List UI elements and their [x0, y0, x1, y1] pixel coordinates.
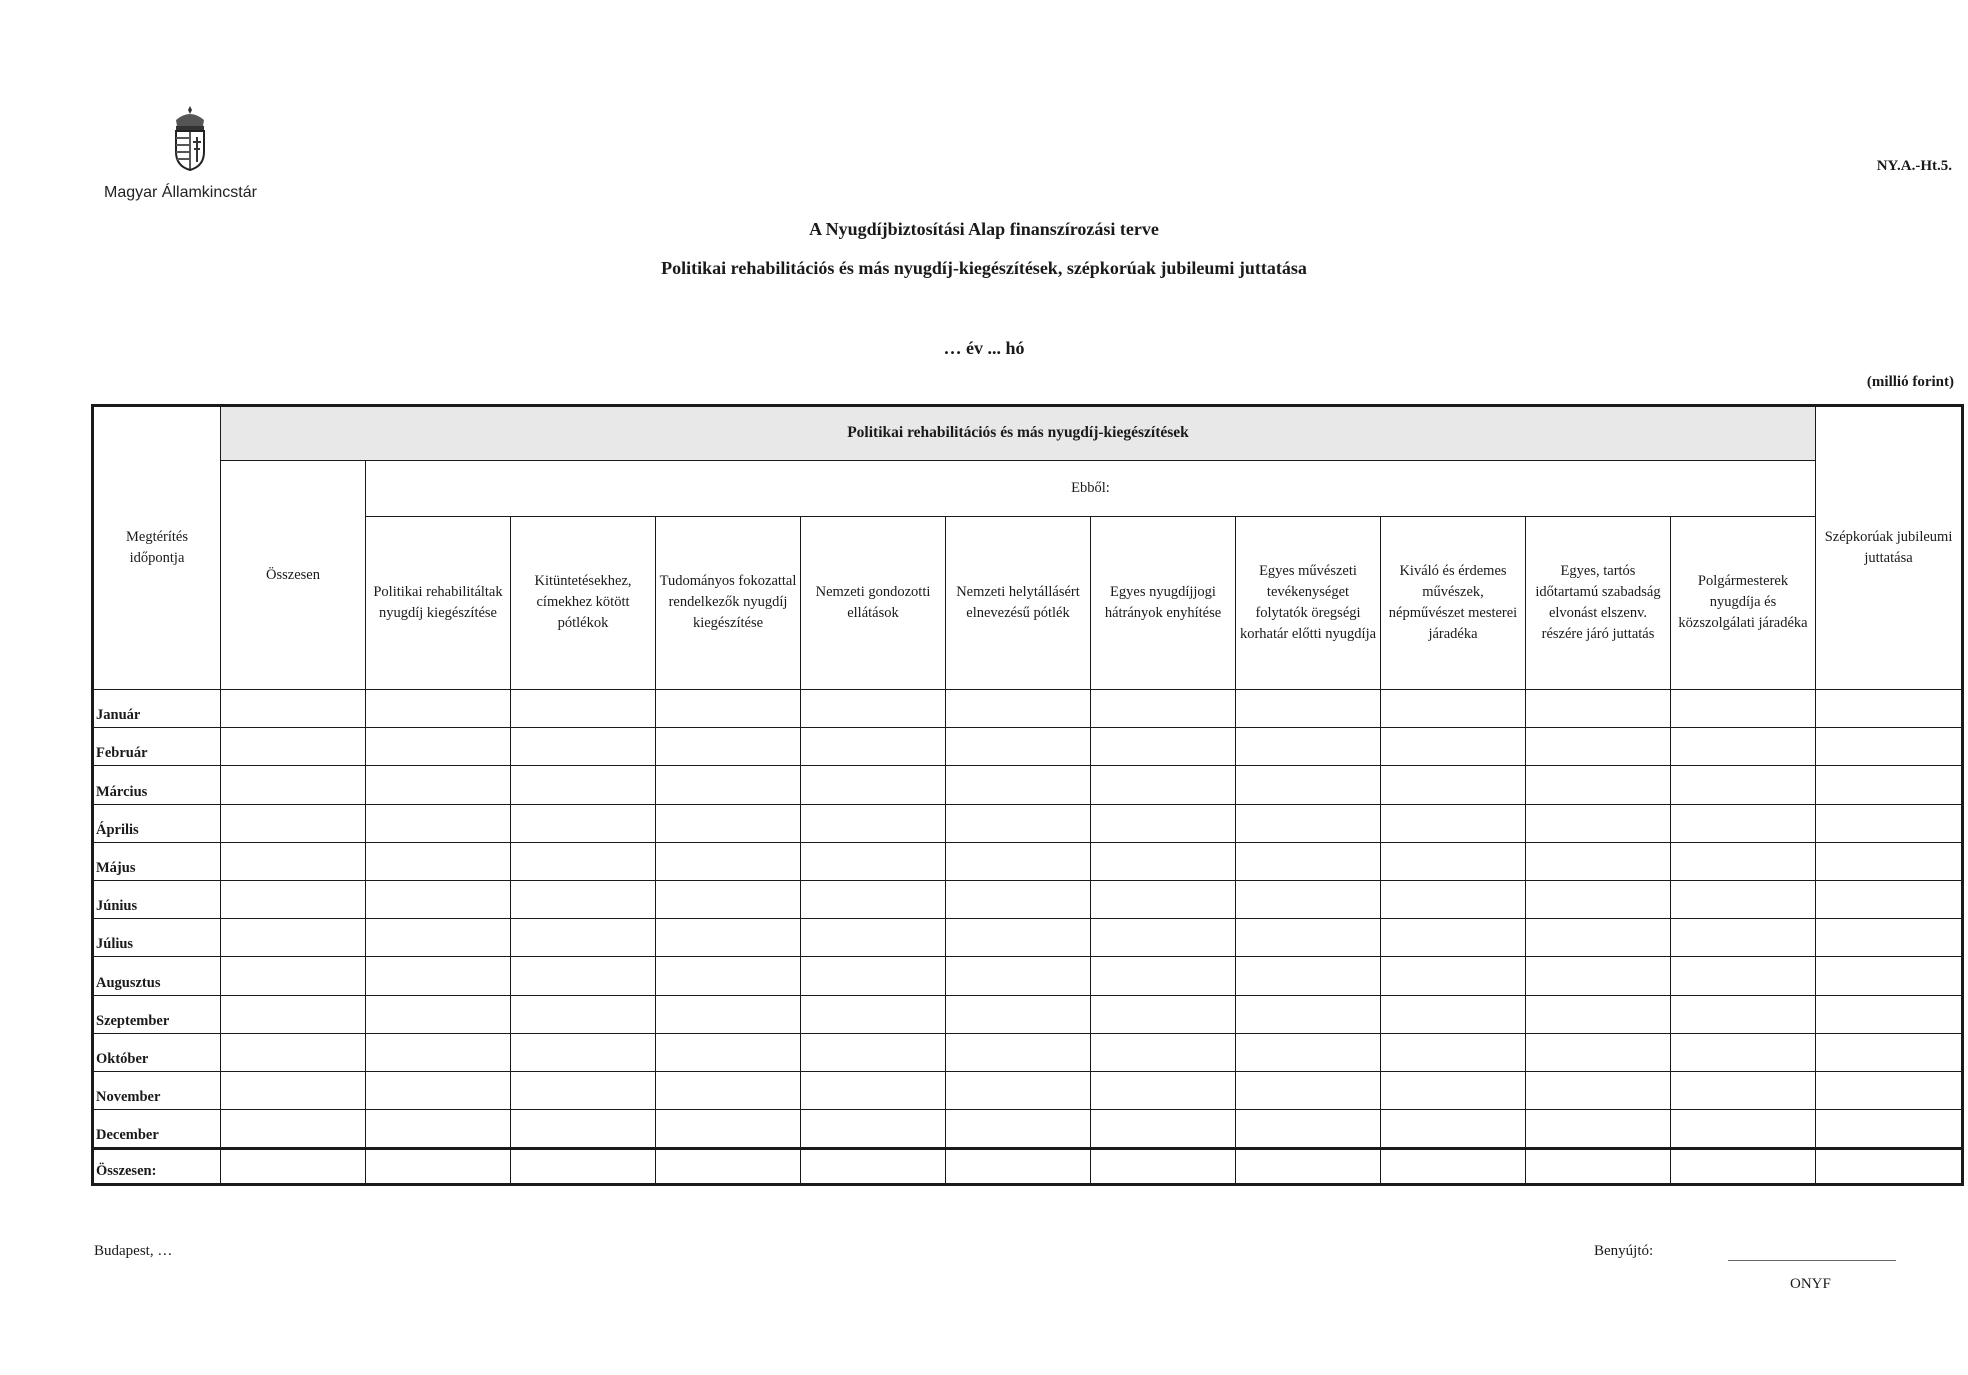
- table-cell[interactable]: [1236, 804, 1381, 842]
- table-cell[interactable]: [221, 842, 366, 880]
- table-cell[interactable]: [801, 919, 946, 957]
- table-cell[interactable]: [366, 995, 511, 1033]
- table-cell[interactable]: [511, 842, 656, 880]
- table-cell[interactable]: [656, 995, 801, 1033]
- table-cell[interactable]: [1816, 919, 1963, 957]
- group-header: Politikai rehabilitációs és más nyugdíj-kiegészítések: [221, 406, 1816, 461]
- table-cell[interactable]: [1816, 880, 1963, 918]
- month-label: December: [93, 1110, 221, 1148]
- col-header-jubilee: Szépkorúak jubileumi juttatása: [1816, 406, 1963, 690]
- table-cell[interactable]: [221, 1072, 366, 1110]
- table-row: [93, 919, 1963, 957]
- table-cell[interactable]: [1381, 995, 1526, 1033]
- table-cell[interactable]: [1381, 766, 1526, 804]
- table-cell[interactable]: [511, 1072, 656, 1110]
- table-cell[interactable]: [1381, 1110, 1526, 1148]
- month-label: Július: [93, 919, 221, 957]
- table-cell[interactable]: [511, 804, 656, 842]
- table-row: [93, 766, 1963, 804]
- table-cell[interactable]: [221, 957, 366, 995]
- table-cell[interactable]: [1816, 1110, 1963, 1148]
- table-cell[interactable]: [1381, 957, 1526, 995]
- table-cell[interactable]: [1091, 880, 1236, 918]
- table-cell[interactable]: [1671, 919, 1816, 957]
- table-cell[interactable]: [1236, 995, 1381, 1033]
- table-cell[interactable]: [801, 1033, 946, 1071]
- table-cell[interactable]: [366, 1148, 511, 1184]
- table-cell[interactable]: [656, 842, 801, 880]
- table-cell[interactable]: [1816, 766, 1963, 804]
- table-cell[interactable]: [1816, 842, 1963, 880]
- col-header: Egyes nyugdíjjogi hátrányok enyhítése: [1091, 516, 1236, 689]
- table-cell[interactable]: [1236, 1148, 1381, 1184]
- month-label: Augusztus: [93, 957, 221, 995]
- table-row: [93, 995, 1963, 1033]
- col-header: Egyes, tartós időtartamú szabadság elvonást elszenv. részére járó juttatás: [1526, 516, 1671, 689]
- table-cell[interactable]: [366, 689, 511, 727]
- table-cell[interactable]: [1381, 919, 1526, 957]
- unit-label: (millió forint): [1866, 374, 1954, 390]
- table-cell[interactable]: [1091, 919, 1236, 957]
- table-cell[interactable]: [801, 728, 946, 766]
- table-cell[interactable]: [1236, 880, 1381, 918]
- table-cell[interactable]: [946, 995, 1091, 1033]
- table-cell[interactable]: [1816, 1033, 1963, 1071]
- table-cell[interactable]: [801, 689, 946, 727]
- table-cell[interactable]: [801, 842, 946, 880]
- table-cell[interactable]: [1526, 919, 1671, 957]
- table-cell[interactable]: [1236, 919, 1381, 957]
- table-cell[interactable]: [221, 804, 366, 842]
- table-cell[interactable]: [946, 1110, 1091, 1148]
- col-header: Kiváló és érdemes művészek, népművészet mesterei járadéka: [1381, 516, 1526, 689]
- row-header: Megtérítés időpontja: [93, 406, 221, 690]
- col-header: Tudományos fokozattal rendelkezők nyugdíj kiegészítése: [656, 516, 801, 689]
- table-cell[interactable]: [1381, 728, 1526, 766]
- signature-line[interactable]: [1728, 1260, 1896, 1261]
- table-cell[interactable]: [511, 689, 656, 727]
- table-cell[interactable]: [221, 1033, 366, 1071]
- month-label: November: [93, 1072, 221, 1110]
- page-title: A Nyugdíjbiztosítási Alap finanszírozási terve: [809, 219, 1159, 239]
- table-cell[interactable]: [366, 804, 511, 842]
- place-date: Budapest, …: [94, 1243, 173, 1259]
- table-cell[interactable]: [1816, 957, 1963, 995]
- table-cell[interactable]: [656, 1033, 801, 1071]
- table-cell[interactable]: [1091, 1110, 1236, 1148]
- table-cell[interactable]: [1091, 1072, 1236, 1110]
- table-row: [93, 1072, 1963, 1110]
- month-label: Február: [93, 728, 221, 766]
- table-cell[interactable]: [1091, 1148, 1236, 1184]
- table-cell[interactable]: [1671, 880, 1816, 918]
- table-cell[interactable]: [1526, 957, 1671, 995]
- table-cell[interactable]: [1671, 804, 1816, 842]
- table-cell[interactable]: [946, 1072, 1091, 1110]
- table-cell[interactable]: [1816, 1148, 1963, 1184]
- month-label: Szeptember: [93, 995, 221, 1033]
- col-header-total: Összesen: [221, 461, 366, 689]
- table-cell[interactable]: [1671, 689, 1816, 727]
- table-cell[interactable]: [656, 728, 801, 766]
- table-cell[interactable]: [1381, 1148, 1526, 1184]
- table-cell[interactable]: [511, 995, 656, 1033]
- financing-table: [91, 404, 1964, 1186]
- col-header: Egyes művészeti tevékenységet folytatók öregségi korhatár előtti nyugdíja: [1236, 516, 1381, 689]
- table-cell[interactable]: [946, 842, 1091, 880]
- table-row: [93, 957, 1963, 995]
- table-cell[interactable]: [946, 1148, 1091, 1184]
- table-cell[interactable]: [1381, 842, 1526, 880]
- table-row: [93, 728, 1963, 766]
- month-label: Április: [93, 804, 221, 842]
- table-cell[interactable]: [221, 880, 366, 918]
- table-cell[interactable]: [1526, 880, 1671, 918]
- table-cell[interactable]: [656, 766, 801, 804]
- table-cell[interactable]: [221, 995, 366, 1033]
- table-cell[interactable]: [221, 1110, 366, 1148]
- table-cell[interactable]: [221, 766, 366, 804]
- table-cell[interactable]: [1236, 689, 1381, 727]
- table-cell[interactable]: [1381, 1033, 1526, 1071]
- table-cell[interactable]: [946, 804, 1091, 842]
- col-header: Nemzeti helytállásért elnevezésű pótlék: [946, 516, 1091, 689]
- table-cell[interactable]: [221, 919, 366, 957]
- table-cell[interactable]: [1091, 995, 1236, 1033]
- table-cell[interactable]: [1526, 1033, 1671, 1071]
- table-cell[interactable]: [656, 919, 801, 957]
- month-label: Június: [93, 880, 221, 918]
- table-cell[interactable]: [1091, 842, 1236, 880]
- table-cell[interactable]: [1526, 995, 1671, 1033]
- table-cell[interactable]: [946, 766, 1091, 804]
- table-cell[interactable]: [221, 689, 366, 727]
- table-cell[interactable]: [511, 766, 656, 804]
- table-cell[interactable]: [366, 1072, 511, 1110]
- table-cell[interactable]: [1236, 766, 1381, 804]
- table-row: [93, 1033, 1963, 1071]
- of-which-header: Ebből:: [366, 461, 1816, 516]
- table-cell[interactable]: [511, 1033, 656, 1071]
- total-row-label: Összesen:: [93, 1148, 221, 1184]
- table-cell[interactable]: [366, 919, 511, 957]
- table-cell[interactable]: [366, 1110, 511, 1148]
- table-cell[interactable]: [366, 957, 511, 995]
- table-cell[interactable]: [1526, 689, 1671, 727]
- table-cell[interactable]: [1671, 1072, 1816, 1110]
- coat-of-arms-logo: [150, 104, 230, 172]
- table-cell[interactable]: [511, 728, 656, 766]
- col-header: Politikai rehabilitáltak nyugdíj kiegészítése: [366, 516, 511, 689]
- table-cell[interactable]: [656, 1110, 801, 1148]
- table-cell[interactable]: [946, 728, 1091, 766]
- table-row: [93, 842, 1963, 880]
- table-cell[interactable]: [1816, 728, 1963, 766]
- table-cell[interactable]: [656, 957, 801, 995]
- month-label: Május: [93, 842, 221, 880]
- table-cell[interactable]: [1671, 957, 1816, 995]
- month-label: Október: [93, 1033, 221, 1071]
- table-cell[interactable]: [1526, 1072, 1671, 1110]
- table-cell[interactable]: [946, 1033, 1091, 1071]
- table-cell[interactable]: [511, 1110, 656, 1148]
- table-row: [93, 1110, 1963, 1148]
- table-cell[interactable]: [511, 919, 656, 957]
- table-cell[interactable]: [1526, 766, 1671, 804]
- col-header: Kitüntetésekhez, címekhez kötött pótlékok: [511, 516, 656, 689]
- table-cell[interactable]: [366, 766, 511, 804]
- table-cell[interactable]: [1671, 1033, 1816, 1071]
- table-cell[interactable]: [1091, 804, 1236, 842]
- table-cell[interactable]: [366, 880, 511, 918]
- table-cell[interactable]: [1236, 1072, 1381, 1110]
- month-label: Március: [93, 766, 221, 804]
- table-cell[interactable]: [801, 995, 946, 1033]
- table-cell[interactable]: [1091, 957, 1236, 995]
- table-cell[interactable]: [1236, 1110, 1381, 1148]
- table-cell[interactable]: [366, 1033, 511, 1071]
- table-cell[interactable]: [1381, 689, 1526, 727]
- table-row: [93, 880, 1963, 918]
- table-cell[interactable]: [1671, 1110, 1816, 1148]
- table-cell[interactable]: [946, 880, 1091, 918]
- table-cell[interactable]: [1671, 842, 1816, 880]
- table-cell[interactable]: [221, 728, 366, 766]
- table-cell[interactable]: [1526, 1148, 1671, 1184]
- table-cell[interactable]: [946, 919, 1091, 957]
- table-cell[interactable]: [1236, 728, 1381, 766]
- table-cell[interactable]: [1526, 804, 1671, 842]
- table-cell[interactable]: [801, 766, 946, 804]
- table-cell[interactable]: [366, 842, 511, 880]
- table-cell[interactable]: [656, 1148, 801, 1184]
- table-cell[interactable]: [656, 880, 801, 918]
- table-cell[interactable]: [221, 1148, 366, 1184]
- table-cell[interactable]: [801, 1072, 946, 1110]
- table-cell[interactable]: [1236, 1033, 1381, 1071]
- period-label: … év ... hó: [943, 338, 1025, 358]
- table-cell[interactable]: [1526, 1110, 1671, 1148]
- table-cell[interactable]: [1236, 842, 1381, 880]
- table-cell[interactable]: [511, 880, 656, 918]
- table-cell[interactable]: [1236, 957, 1381, 995]
- total-row: [93, 1148, 1963, 1184]
- table-cell[interactable]: [656, 804, 801, 842]
- table-cell[interactable]: [656, 1072, 801, 1110]
- col-header: Polgármesterek nyugdíja és közszolgálati járadéka: [1671, 516, 1816, 689]
- table-cell[interactable]: [801, 880, 946, 918]
- table-cell[interactable]: [1091, 728, 1236, 766]
- table-cell[interactable]: [801, 957, 946, 995]
- table-cell[interactable]: [1816, 1072, 1963, 1110]
- table-cell[interactable]: [511, 1148, 656, 1184]
- table-row: [93, 689, 1963, 727]
- table-cell[interactable]: [801, 1110, 946, 1148]
- col-header: Nemzeti gondozotti ellátások: [801, 516, 946, 689]
- submitter-label: Benyújtó:: [1594, 1243, 1654, 1259]
- table-cell[interactable]: [1671, 766, 1816, 804]
- table-cell[interactable]: [656, 689, 801, 727]
- coat-of-arms-icon: [170, 104, 210, 172]
- table-cell[interactable]: [1816, 995, 1963, 1033]
- form-code: NY.A.-Ht.5.: [1876, 158, 1952, 174]
- table-cell[interactable]: [1671, 728, 1816, 766]
- month-label: Január: [93, 689, 221, 727]
- table-cell[interactable]: [1381, 804, 1526, 842]
- table-cell[interactable]: [801, 804, 946, 842]
- table-cell[interactable]: [511, 957, 656, 995]
- table-cell[interactable]: [1091, 1033, 1236, 1071]
- table-cell[interactable]: [1671, 995, 1816, 1033]
- org-name: Magyar Államkincstár: [104, 184, 257, 201]
- table-cell[interactable]: [1381, 880, 1526, 918]
- table-cell[interactable]: [1091, 766, 1236, 804]
- table-cell[interactable]: [1816, 689, 1963, 727]
- table-row: [93, 804, 1963, 842]
- table-cell[interactable]: [801, 1148, 946, 1184]
- table-cell[interactable]: [1526, 842, 1671, 880]
- submitter-name: ONYF: [1790, 1276, 1831, 1292]
- table-cell[interactable]: [366, 728, 511, 766]
- page-subtitle: Politikai rehabilitációs és más nyugdíj-kiegészítések, szépkorúak jubileumi juttatása: [661, 258, 1307, 278]
- table-cell[interactable]: [946, 957, 1091, 995]
- table-cell[interactable]: [1816, 804, 1963, 842]
- table-cell[interactable]: [1671, 1148, 1816, 1184]
- table-cell[interactable]: [1091, 689, 1236, 727]
- table-cell[interactable]: [1526, 728, 1671, 766]
- table-cell[interactable]: [1381, 1072, 1526, 1110]
- table-cell[interactable]: [946, 689, 1091, 727]
